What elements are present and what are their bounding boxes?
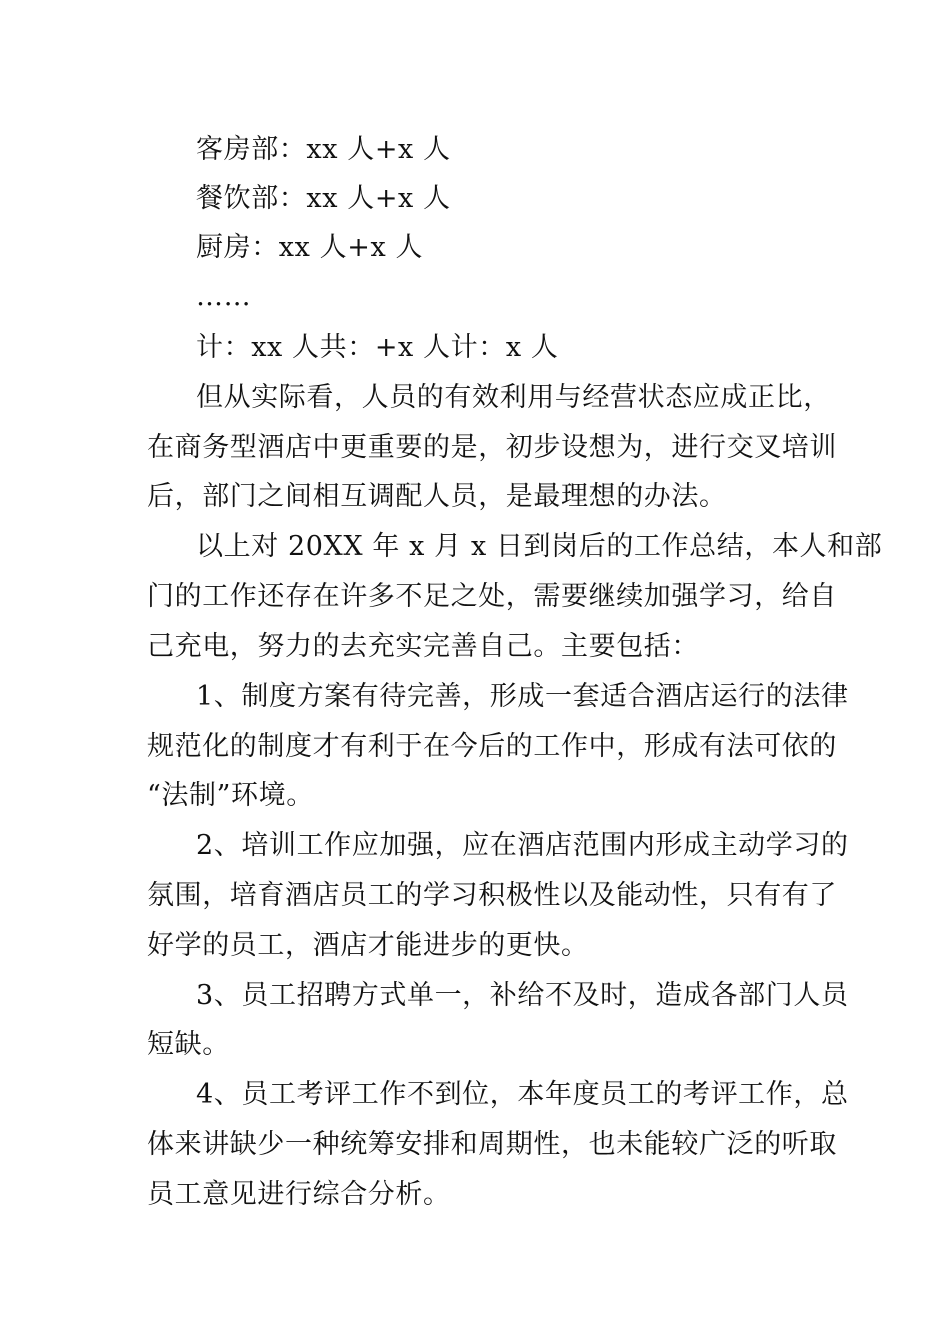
paragraph-line: 门的工作还存在许多不足之处，需要继续加强学习，给自 — [147, 581, 837, 612]
list-item-3-line: 短缺。 — [147, 1029, 230, 1060]
list-item-3-line: 3、员工招聘方式单一，补给不及时，造成各部门人员 — [196, 980, 849, 1011]
paragraph-line: 己充电，努力的去充实完善自己。主要包括： — [147, 631, 699, 662]
list-item-1-line: 规范化的制度才有利于在今后的工作中，形成有法可依的 — [147, 731, 837, 762]
staff-line-ellipsis: …… — [196, 281, 252, 312]
list-item-1-line: “法制”环境。 — [147, 780, 314, 811]
staff-line-kitchen: 厨房：xx 人+x 人 — [196, 232, 424, 263]
list-item-1-line: 1、制度方案有待完善，形成一套适合酒店运行的法律 — [196, 681, 849, 712]
list-item-4-line: 体来讲缺少一种统筹安排和周期性，也未能较广泛的听取 — [147, 1129, 837, 1160]
list-item-4-line: 4、员工考评工作不到位，本年度员工的考评工作，总 — [196, 1079, 849, 1110]
list-item-2-line: 好学的员工，酒店才能进步的更快。 — [147, 930, 589, 961]
list-item-2-line: 氛围，培育酒店员工的学习积极性以及能动性，只有有了 — [147, 880, 837, 911]
paragraph-line: 以上对 20XX 年 x 月 x 日到岗后的工作总结，本人和部 — [196, 531, 883, 562]
paragraph-line: 后，部门之间相互调配人员，是最理想的办法。 — [147, 481, 727, 512]
staff-line-total: 计：xx 人共：+x 人计：x 人 — [196, 332, 559, 363]
paragraph-line: 在商务型酒店中更重要的是，初步设想为，进行交叉培训 — [147, 432, 837, 463]
paragraph-line: 但从实际看，人员的有效利用与经营状态应成正比， — [196, 382, 831, 413]
staff-line-catering: 餐饮部：xx 人+x 人 — [196, 183, 451, 214]
list-item-2-line: 2、培训工作应加强，应在酒店范围内形成主动学习的 — [196, 830, 849, 861]
list-item-4-line: 员工意见进行综合分析。 — [147, 1179, 451, 1210]
staff-line-housekeeping: 客房部：xx 人+x 人 — [196, 134, 451, 165]
